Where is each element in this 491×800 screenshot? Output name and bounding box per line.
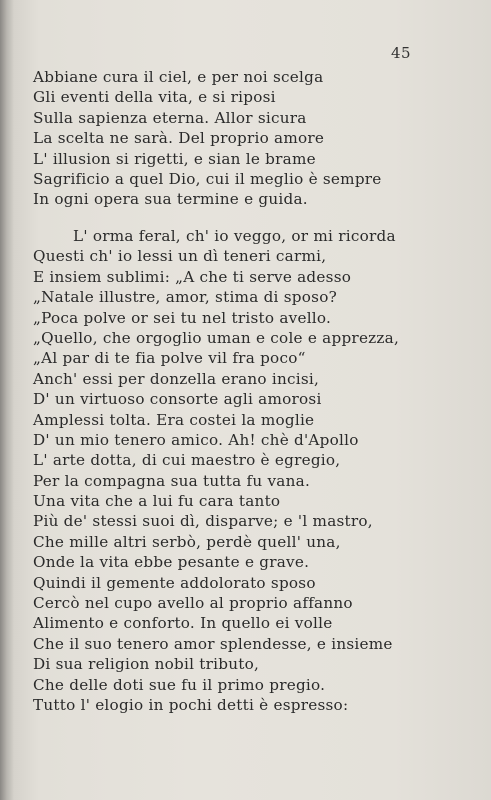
verse-line: Questi ch' io lessi un dì teneri carmi, xyxy=(33,247,327,266)
verse-line: D' un virtuoso consorte agli amorosi xyxy=(33,390,322,409)
verse-line: Cercò nel cupo avello al proprio affanno xyxy=(33,594,353,613)
verse-line: Alimento e conforto. In quello ei volle xyxy=(33,614,333,633)
stanza-1 xyxy=(33,67,473,210)
page-gutter-shadow xyxy=(0,0,14,800)
verse-line: Di sua religion nobil tributo, xyxy=(33,655,260,674)
page-number: 45 xyxy=(391,44,412,62)
verse-line: Tutto l' elogio in pochi detti è espresso: xyxy=(33,695,349,714)
verse-line: Quindi il gemente addolorato sposo xyxy=(33,573,316,592)
verse-line: „Al par di te fia polve vil fra poco“ xyxy=(33,349,306,368)
verse-line: Abbiane cura il ciel, e per noi scelga xyxy=(33,68,324,86)
verse-line: L' orma feral, ch' io veggo, or mi ricorda xyxy=(73,227,396,245)
verse-line: Che il suo tenero amor splendesse, e insieme xyxy=(33,634,393,653)
verse-line: Anch' essi per donzella erano incisi, xyxy=(33,369,320,388)
stanza-2 xyxy=(33,226,473,715)
verse-line: Per la compagna sua tutta fu vana. xyxy=(33,471,311,490)
verse-line: L' arte dotta, di cui maestro è egregio, xyxy=(33,451,341,470)
verse-line: „Poca polve or sei tu nel tristo avello. xyxy=(33,308,332,327)
verse-line: La scelta ne sarà. Del proprio amore xyxy=(33,129,325,148)
verse-line: Più de' stessi suoi dì, disparve; e 'l mastro, xyxy=(33,512,373,531)
verse-line: Onde la vita ebbe pesante e grave. xyxy=(33,553,310,572)
verse-line: L' illusion si rigetti, e sian le brame xyxy=(33,149,316,168)
verse-line: D' un mio tenero amico. Ah! chè d'Apollo xyxy=(33,430,359,449)
verse-line: Sagrificio a quel Dio, cui il meglio è sempre xyxy=(33,169,382,188)
verse-line: Una vita che a lui fu cara tanto xyxy=(33,492,281,511)
verse-line: „Natale illustre, amor, stima di sposo? xyxy=(33,288,337,307)
verse-line: Che delle doti sue fu il primo pregio. xyxy=(33,675,326,694)
verse-line: Gli eventi della vita, e si riposi xyxy=(33,88,276,107)
verse-line: Sulla sapienza eterna. Allor sicura xyxy=(33,108,307,127)
verse-line: In ogni opera sua termine e guida. xyxy=(33,190,308,209)
verse-line: Amplessi tolta. Era costei la moglie xyxy=(33,410,315,429)
verse-line: Che mille altri serbò, perdè quell' una, xyxy=(33,532,341,551)
verse-line: E insiem sublimi: „A che ti serve adesso xyxy=(33,267,352,286)
verse-line: „Quello, che orgoglio uman e cole e apprezza, xyxy=(33,328,400,347)
